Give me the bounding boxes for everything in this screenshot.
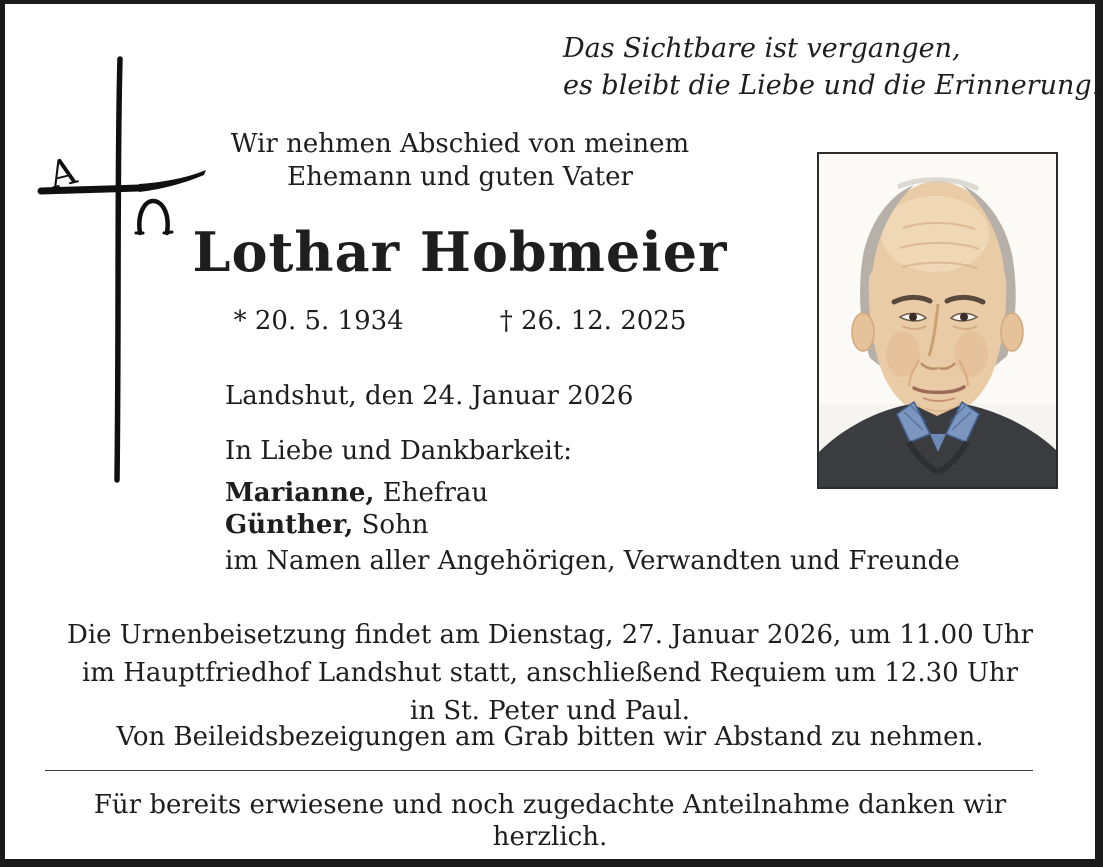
death-date: † 26. 12. 2025 xyxy=(499,306,687,336)
portrait-photo xyxy=(817,152,1058,489)
life-dates xyxy=(108,306,812,336)
epitaph-quote xyxy=(563,30,1100,104)
farewell-intro-line2: Ehemann und guten Vater xyxy=(287,162,633,192)
epitaph-quote-line2: es bleibt die Liebe und die Erinnerung. xyxy=(563,70,1101,101)
thanks-note: Für bereits erwiesene und noch zugedachte Anteilnahme danken wir herzlich. xyxy=(93,790,1007,852)
farewell-intro-line1: Wir nehmen Abschied von meinem xyxy=(230,129,690,159)
announcement-line2: im Hauptfriedhof Landshut statt, anschließend Requiem um 12.30 Uhr xyxy=(81,658,1019,688)
farewell-intro xyxy=(108,128,812,194)
announcement-line3: in St. Peter und Paul. xyxy=(410,696,690,726)
divider-rule xyxy=(45,770,1033,771)
funeral-announcement xyxy=(45,616,1055,730)
place-and-date: Landshut, den 24. Januar 2026 xyxy=(225,381,634,411)
mourning-intro: In Liebe und Dankbarkeit: xyxy=(225,436,573,466)
condolence-note: Von Beileidsbezeigungen am Grab bitten wir Abstand zu nehmen. xyxy=(116,722,984,752)
epitaph-quote-line1: Das Sichtbare ist vergangen, xyxy=(563,33,961,64)
mourner-name: Marianne, xyxy=(225,478,375,508)
mourner-relation: Ehefrau xyxy=(382,478,489,508)
mourner-relation: Sohn xyxy=(361,510,429,540)
mourner-name: Günther, xyxy=(225,510,354,540)
birth-date: * 20. 5. 1934 xyxy=(233,306,404,336)
alpha-glyph: A xyxy=(44,149,81,198)
announcement-line1: Die Urnenbeisetzung findet am Dienstag, 27. Januar 2026, um 11.00 Uhr xyxy=(66,620,1034,650)
mourners-suffix: im Namen aller Angehörigen, Verwandten und Freunde xyxy=(225,546,960,576)
mourner-line xyxy=(225,509,960,541)
deceased-name: Lothar Hobmeier xyxy=(192,220,728,284)
